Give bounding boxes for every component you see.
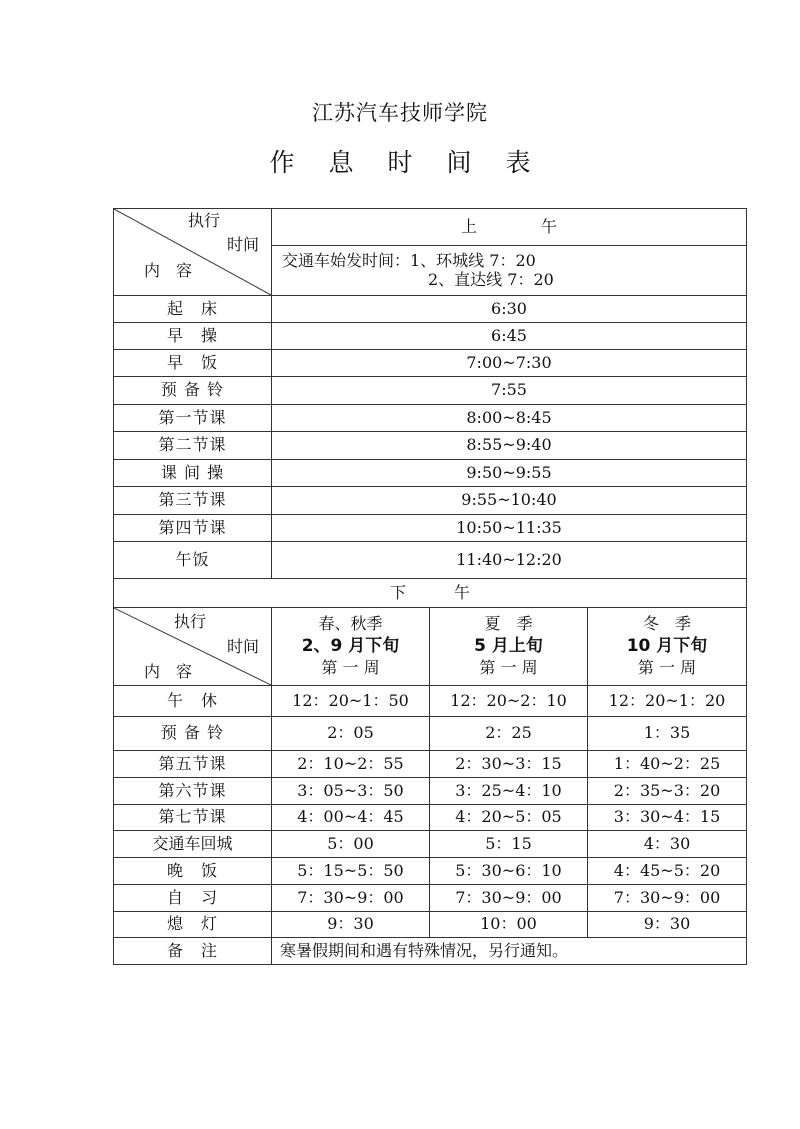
afternoon-section-label: 下 午 — [114, 579, 747, 608]
row-label: 第四节课 — [114, 515, 272, 542]
row-time: 5：00 — [272, 831, 430, 858]
table-row — [114, 405, 747, 432]
row-time: 2：25 — [430, 717, 588, 751]
title-char: 时 — [387, 148, 413, 177]
table-row — [114, 350, 747, 377]
row-time: 10:50~11:35 — [272, 515, 747, 542]
row-time: 5：15 — [430, 831, 588, 858]
row-time: 1：35 — [588, 717, 747, 751]
row-label: 课 间 操 — [114, 460, 272, 487]
remark-row — [114, 938, 747, 965]
row-time: 7：30~9：00 — [272, 885, 430, 912]
row-time: 4：20~5：05 — [430, 805, 588, 831]
table-row — [114, 432, 747, 460]
table-row — [114, 542, 747, 579]
remark-label: 备 注 — [114, 938, 272, 965]
corner-time-label: 时间 — [227, 235, 260, 254]
season-range: 5 月上旬 — [474, 635, 543, 656]
remark-text: 寒暑假期间和遇有特殊情况，另行通知。 — [272, 938, 747, 965]
table-row — [114, 460, 747, 487]
table-row — [114, 323, 747, 350]
row-label: 第五节课 — [114, 751, 272, 778]
table-row — [114, 805, 747, 831]
season-header-row — [114, 608, 747, 686]
season-header — [272, 608, 430, 686]
row-time: 7：30~9：00 — [588, 885, 747, 912]
table-row — [114, 377, 747, 405]
row-label: 早 操 — [114, 323, 272, 350]
row-time: 2：35~3：20 — [588, 778, 747, 805]
school-name: 江苏汽车技师学院 — [312, 101, 488, 125]
season-header — [588, 608, 747, 686]
row-time: 8:00~8:45 — [272, 405, 747, 432]
row-time: 6:45 — [272, 323, 747, 350]
row-label: 第三节课 — [114, 487, 272, 515]
corner-header-afternoon — [114, 608, 272, 686]
corner-content-label: 内 容 — [144, 662, 193, 681]
afternoon-header-row — [114, 579, 747, 608]
season-header — [430, 608, 588, 686]
row-time: 2：05 — [272, 717, 430, 751]
row-time: 12：20~2：10 — [430, 686, 588, 717]
table-row — [114, 717, 747, 751]
row-label: 预 备 铃 — [114, 717, 272, 751]
table-row — [114, 778, 747, 805]
row-label: 交通车回城 — [114, 831, 272, 858]
row-label: 晚 饭 — [114, 858, 272, 885]
season-name: 春、秋季 — [318, 614, 383, 634]
table-row — [114, 912, 747, 938]
season-range: 10 月下旬 — [626, 635, 708, 656]
corner-time-label: 时间 — [227, 637, 260, 656]
table-row — [114, 858, 747, 885]
morning-section-label: 上 午 — [272, 209, 747, 246]
table-row — [114, 515, 747, 542]
corner-header-morning — [114, 209, 272, 296]
table-row — [114, 885, 747, 912]
row-time: 4：30 — [588, 831, 747, 858]
row-label: 第七节课 — [114, 805, 272, 831]
table-row — [114, 686, 747, 717]
row-time: 3：25~4：10 — [430, 778, 588, 805]
row-time: 11:40~12:20 — [272, 542, 747, 579]
row-time: 2：30~3：15 — [430, 751, 588, 778]
row-time: 4：00~4：45 — [272, 805, 430, 831]
row-time: 3：30~4：15 — [588, 805, 747, 831]
table-row — [114, 831, 747, 858]
season-name: 冬 季 — [643, 614, 692, 634]
season-name: 夏 季 — [484, 614, 533, 634]
row-time: 9：30 — [272, 912, 430, 938]
season-week: 第 一 周 — [321, 658, 380, 678]
title-char: 作 — [269, 148, 295, 177]
bus-line-1: 交通车始发时间：1、环城线 7：20 — [282, 251, 536, 271]
row-time: 7:55 — [272, 377, 747, 405]
table-row — [114, 751, 747, 778]
season-week: 第 一 周 — [479, 658, 538, 678]
bus-departure-info — [272, 246, 747, 296]
schedule-table — [113, 208, 747, 965]
row-time: 5：30~6：10 — [430, 858, 588, 885]
row-time: 9:50~9:55 — [272, 460, 747, 487]
row-label: 预 备 铃 — [114, 377, 272, 405]
row-time: 2：10~2：55 — [272, 751, 430, 778]
row-label: 早 饭 — [114, 350, 272, 377]
corner-content-label: 内 容 — [144, 261, 193, 280]
row-time: 3：05~3：50 — [272, 778, 430, 805]
row-time: 4：45~5：20 — [588, 858, 747, 885]
corner-exec-label: 执行 — [174, 612, 207, 631]
table-row — [114, 296, 747, 323]
row-time: 7：30~9：00 — [430, 885, 588, 912]
row-label: 熄 灯 — [114, 912, 272, 938]
title-char: 息 — [328, 148, 354, 177]
row-time: 6:30 — [272, 296, 747, 323]
bus-line-2: 2、直达线 7：20 — [428, 269, 554, 289]
row-label: 起 床 — [114, 296, 272, 323]
row-label: 午饭 — [114, 542, 272, 579]
row-label: 午 休 — [114, 686, 272, 717]
title-char: 间 — [446, 148, 472, 177]
row-label: 自 习 — [114, 885, 272, 912]
row-time: 12：20~1：50 — [272, 686, 430, 717]
row-time: 1：40~2：25 — [588, 751, 747, 778]
row-label: 第二节课 — [114, 432, 272, 460]
page-title — [0, 143, 800, 179]
row-time: 9：30 — [588, 912, 747, 938]
season-range: 2、9 月下旬 — [301, 635, 400, 656]
row-time: 9:55~10:40 — [272, 487, 747, 515]
season-week: 第 一 周 — [637, 658, 697, 678]
corner-exec-label: 执行 — [188, 211, 221, 230]
row-time: 10：00 — [430, 912, 588, 938]
row-time: 8:55~9:40 — [272, 432, 747, 460]
row-label: 第六节课 — [114, 778, 272, 805]
row-time: 5：15~5：50 — [272, 858, 430, 885]
title-char: 表 — [505, 148, 531, 177]
morning-header-row — [114, 209, 747, 246]
row-label: 第一节课 — [114, 405, 272, 432]
table-row — [114, 487, 747, 515]
row-time: 7:00~7:30 — [272, 350, 747, 377]
row-time: 12：20~1：20 — [588, 686, 747, 717]
